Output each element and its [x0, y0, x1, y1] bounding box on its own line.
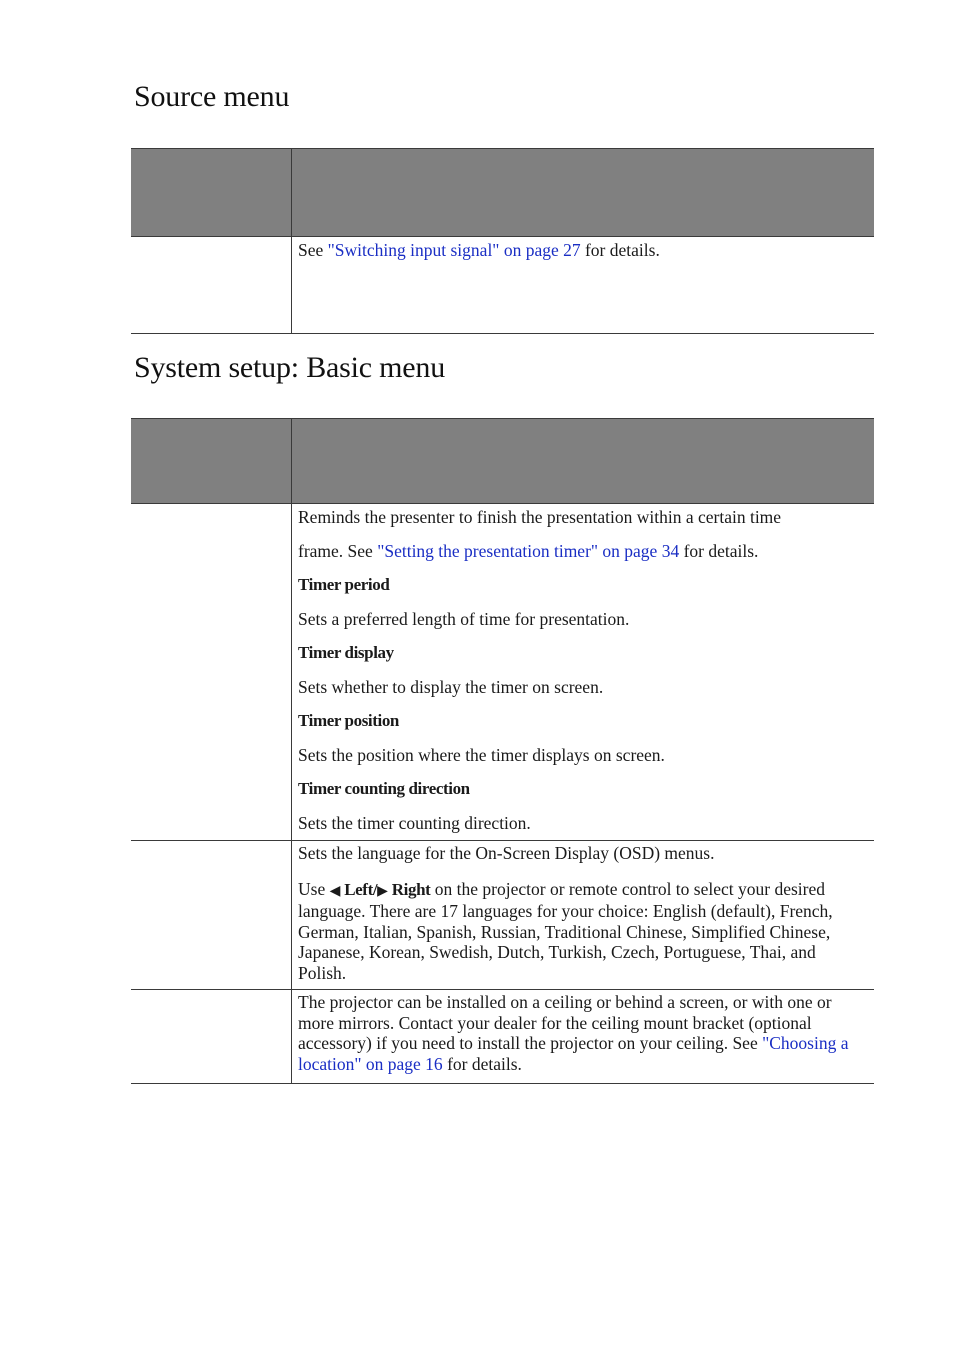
function-cell: [131, 841, 292, 990]
timer-intro-line2: [298, 534, 868, 568]
table-row: [131, 990, 874, 1084]
installation-description: [292, 990, 875, 1084]
basic-menu-heading: System setup: Basic menu: [134, 351, 446, 384]
table-header-row: [131, 149, 874, 237]
left-label: Left/: [340, 879, 378, 899]
text: for details.: [580, 240, 660, 260]
table-row: [131, 504, 874, 841]
text: for details.: [679, 541, 759, 561]
table-row: [131, 841, 874, 990]
text: for details.: [442, 1053, 522, 1074]
basic-menu-table: [131, 418, 874, 1084]
right-arrow-icon: ▶: [377, 882, 388, 899]
timer-intro-line1: Reminds the presenter to finish the presentation within a certain time: [298, 507, 782, 527]
table-row: [131, 237, 874, 334]
header-cell-function: [131, 419, 292, 504]
description-cell: [292, 237, 875, 334]
function-cell: [131, 237, 292, 334]
installation-text: [298, 992, 868, 1074]
header-cell-description: [292, 419, 875, 504]
left-arrow-icon: ◀: [329, 882, 341, 899]
language-line1: Sets the language for the On-Screen Display (OSD) menus.: [298, 843, 715, 863]
text: See: [732, 1033, 763, 1053]
table-header-row: [131, 419, 874, 504]
timer-counting-direction-label: Timer counting direction: [298, 779, 470, 798]
text: The projector can be installed on a ceiling or behind a screen, or with one or more mirrors. Contact your dealer for the ceiling mount bracket (optional accessory) if you need to install the projector on your ceiling.: [298, 992, 832, 1053]
presentation-timer-description: [292, 504, 875, 841]
header-cell-function: [131, 149, 292, 237]
timer-position-label: Timer position: [298, 711, 399, 730]
text: on the projector or remote control to select your desired language. There are 17 languages for your choice: English (default), French, German, Italian, Spanish, Russian, Traditional Chinese, Simplified Chinese, Japanese, Korean, Swedish, Dutch, Turkish, Czech, Portuguese, Thai, and Polish.: [298, 878, 833, 983]
timer-counting-direction-desc: Sets the timer counting direction.: [298, 813, 531, 833]
right-label: Right: [387, 879, 431, 899]
text: See: [298, 240, 328, 260]
switching-input-link[interactable]: "Switching input signal" on page 27: [327, 240, 581, 260]
language-description: [292, 841, 875, 990]
timer-period-label: Timer period: [298, 575, 390, 594]
timer-period-desc: Sets a preferred length of time for presentation.: [298, 609, 630, 629]
choosing-location-link[interactable]: "Choosing a location" on page 16: [298, 1033, 849, 1074]
function-cell: [131, 990, 292, 1084]
source-menu-heading: Source menu: [134, 80, 290, 113]
source-menu-table: [131, 148, 874, 334]
header-cell-description: [292, 149, 875, 237]
language-usage: [298, 879, 868, 984]
timer-display-desc: Sets whether to display the timer on screen.: [298, 677, 604, 697]
source-description: [298, 240, 868, 261]
text: Use: [298, 878, 330, 899]
presentation-timer-link[interactable]: "Setting the presentation timer" on page 34: [377, 541, 680, 561]
timer-display-label: Timer display: [298, 643, 394, 662]
text: frame. See: [298, 541, 378, 561]
function-cell: [131, 504, 292, 841]
timer-position-desc: Sets the position where the timer displays on screen.: [298, 745, 665, 765]
